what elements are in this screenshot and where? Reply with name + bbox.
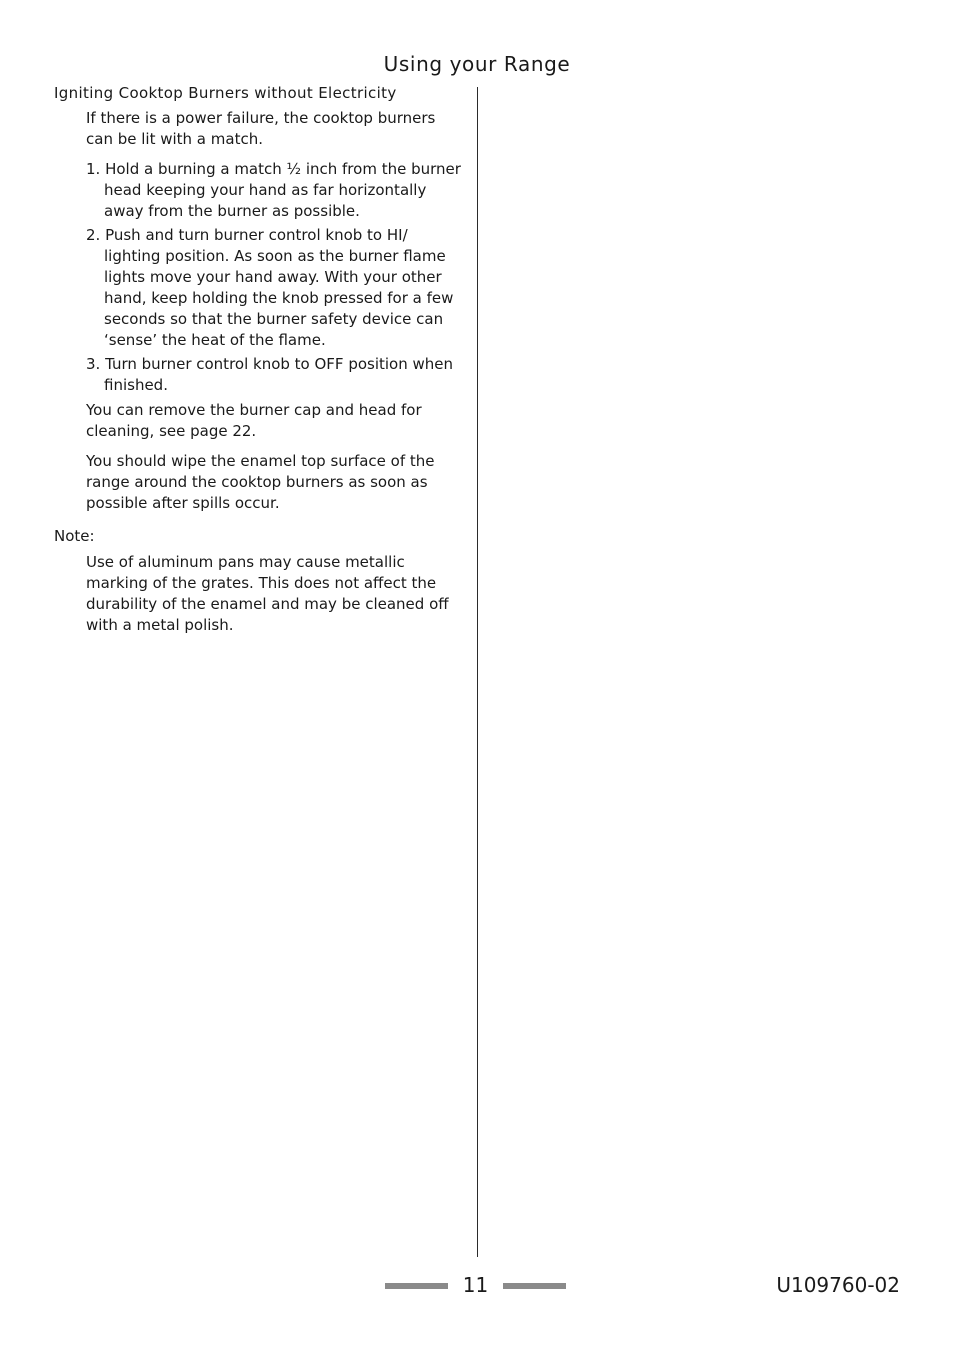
column-divider: [477, 87, 478, 1257]
cleaning-paragraph: You can remove the burner cap and head for cleaning, see page 22.: [86, 401, 422, 440]
steps-list: [86, 159, 464, 396]
note-body: Use of aluminum pans may cause metallic marking of the grates. This does not affect the durability of the enamel and may be cleaned off with a metal polish.: [86, 553, 449, 634]
list-item: 3. Turn burner control knob to OFF position when finished.: [86, 355, 454, 394]
footer-bar-left: [385, 1283, 448, 1289]
document-code: U109760-02: [776, 1273, 900, 1297]
list-item: 2. Push and turn burner control knob to HI/ lighting position. As soon as the burner flame lights move your hand away. With your other hand, keep holding the knob pressed for a few seconds so that the burner safety device can ‘sense’ the heat of the flame.: [86, 226, 454, 349]
page-number: 11: [462, 1273, 489, 1297]
page-title: Using your Range: [383, 52, 571, 76]
note-label: Note:: [54, 527, 95, 545]
left-column: [54, 83, 464, 636]
list-item: 1. Hold a burning a match ½ inch from the burner head keeping your hand as far horizontally away from the burner as possible.: [86, 160, 461, 220]
wipe-paragraph: You should wipe the enamel top surface of the range around the cooktop burners as soon as possible after spills occur.: [86, 452, 435, 512]
footer-bar-right: [503, 1283, 566, 1289]
intro-paragraph: If there is a power failure, the cooktop burners can be lit with a match.: [86, 109, 436, 148]
section-heading: Igniting Cooktop Burners without Electricity: [54, 84, 397, 102]
